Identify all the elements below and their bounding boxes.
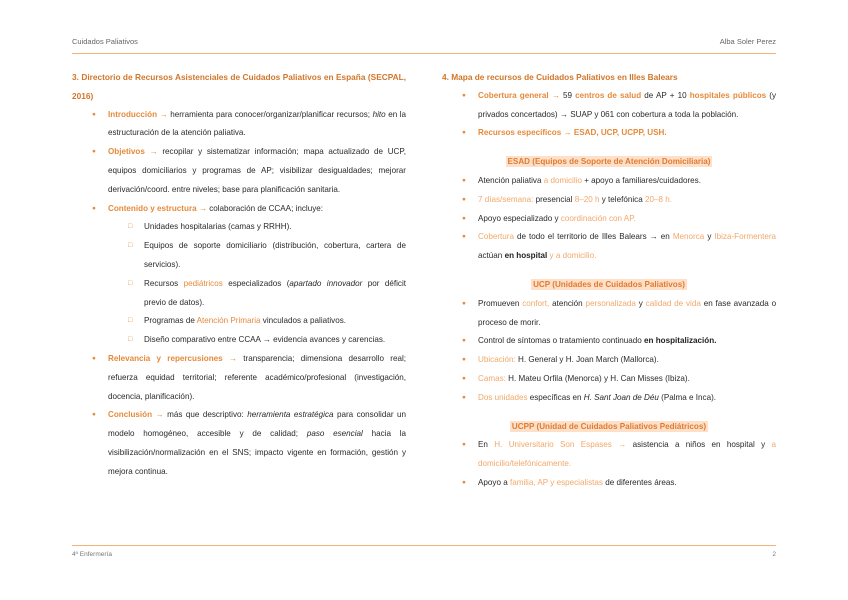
footer-rule [72, 545, 776, 546]
section-4-title: 4. Mapa de recursos de Cuidados Paliativos en Illes Balears [442, 72, 678, 82]
left-column [72, 68, 406, 482]
list-item: ● Camas: H. Mateu Orfila (Menorca) y H. Can Misses (Ibiza). [478, 370, 776, 389]
list-item-especificos: ● Recursos específicos → ESAD, UCP, UCPP, USH. [478, 124, 776, 143]
section-4-list [442, 87, 776, 143]
list-item: ● Control de síntomas o tratamiento continuado en hospitalización. [478, 332, 776, 351]
list-item: ● Apoyo a familia, AP y especialistas de diferentes áreas. [478, 474, 776, 493]
list-item-cobertura: ● Cobertura general → 59 centros de salud de AP + 10 hospitales públicos (y privados concertados) → SUAP y 061 con cobertura a toda la población. [478, 87, 776, 125]
list-item: ● Cobertura de todo el territorio de Illes Balears → en Menorca y Ibiza-Formentera actúan en hospital y a domicilio. [478, 228, 776, 266]
list-item: ● Dos unidades específicas en H. Sant Joan de Déu (Palma e Inca). [478, 389, 776, 408]
ucp-heading: UCP (Unidades de Cuidados Paliativos) [533, 279, 685, 289]
page-number: 2 [772, 551, 776, 558]
list-item: ● Promueven confort, atención personalizada y calidad de vida en fase avanzada o proceso de morir. [478, 295, 776, 333]
esad-heading: ESAD (Equipos de Soporte de Atención Domiciliaria) [507, 157, 711, 167]
footer-left: 4º Enfermería [72, 551, 112, 558]
section-3-list [72, 106, 406, 482]
header-right: Alba Soler Perez [719, 37, 776, 46]
sublist-item: □ Recursos pediátricos especializados (apartado innovador por déficit previo de datos). [144, 275, 406, 313]
ucp-list [442, 295, 776, 408]
list-item-objetivos: ● Objetivos → recopilar y sistematizar información; mapa actualizado de UCP, equipos domiciliarios y programas de AP; visibilizar desigualdades; mejorar derivación/coord. entre niveles; base para planificación sanitaria. [108, 143, 406, 199]
list-item-contenido: ● Contenido y estructura → colaboración de CCAA; incluye: □ Unidades hospitalarias (camas y RRHH). □ Equipos de soporte domiciliario (distribución, cobertura, cartera de servicios). □ Recursos pediátricos especializados (apartado innovador por déficit previo de datos). □ Programas de Atención Primaria vinculados a paliativos. □ Diseño comparativo entre CCAA → evidencia avances y carencias. [108, 200, 406, 350]
sublist-item: □ Unidades hospitalarias (camas y RRHH). [144, 218, 406, 237]
header-left: Cuidados Paliativos [72, 37, 138, 46]
ucpp-heading: UCPP (Unidad de Cuidados Paliativos Pediátricos) [511, 421, 707, 431]
ucpp-list [442, 436, 776, 492]
list-item: ● Apoyo especializado y coordinación con AP. [478, 210, 776, 229]
list-item: ● Ubicación: H. General y H. Joan March (Mallorca). [478, 351, 776, 370]
right-column [442, 68, 776, 493]
sublist-item: □ Equipos de soporte domiciliario (distribución, cobertura, cartera de servicios). [144, 237, 406, 275]
list-item: ● Atención paliativa a domicilio + apoyo a familiares/cuidadores. [478, 172, 776, 191]
esad-list [442, 172, 776, 266]
list-item: ● En H. Universitario Son Espases → asistencia a niños en hospital y a domicilio/telefónicamente. [478, 436, 776, 474]
sublist-item: □ Programas de Atención Primaria vinculados a paliativos. [144, 312, 406, 331]
list-item-introduccion: ● Introducción → herramienta para conocer/organizar/planificar recursos; hito en la estructuración de la atención paliativa. [108, 106, 406, 144]
section-3-title: 3. Directorio de Recursos Asistenciales de Cuidados Paliativos en España (SECPAL, 2016) [72, 72, 406, 101]
contenido-sublist [108, 218, 406, 350]
sublist-item: □ Diseño comparativo entre CCAA → evidencia avances y carencias. [144, 331, 406, 350]
list-item: ● 7 días/semana: presencial 8–20 h y telefónica 20–8 h. [478, 191, 776, 210]
list-item-conclusion: ● Conclusión → más que descriptivo: herramienta estratégica para consolidar un modelo homogéneo, accesible y de calidad; paso esencial hacia la visibilización/normalización en el SNS; impacto vigente en formación, gestión y mejora continua. [108, 406, 406, 481]
list-item-relevancia: ● Relevancia y repercusiones → transparencia; dimensiona desarrollo real; refuerza equidad territorial; referente académico/profesional (investigación, docencia, planificación). [108, 350, 406, 406]
header-rule [72, 53, 776, 54]
